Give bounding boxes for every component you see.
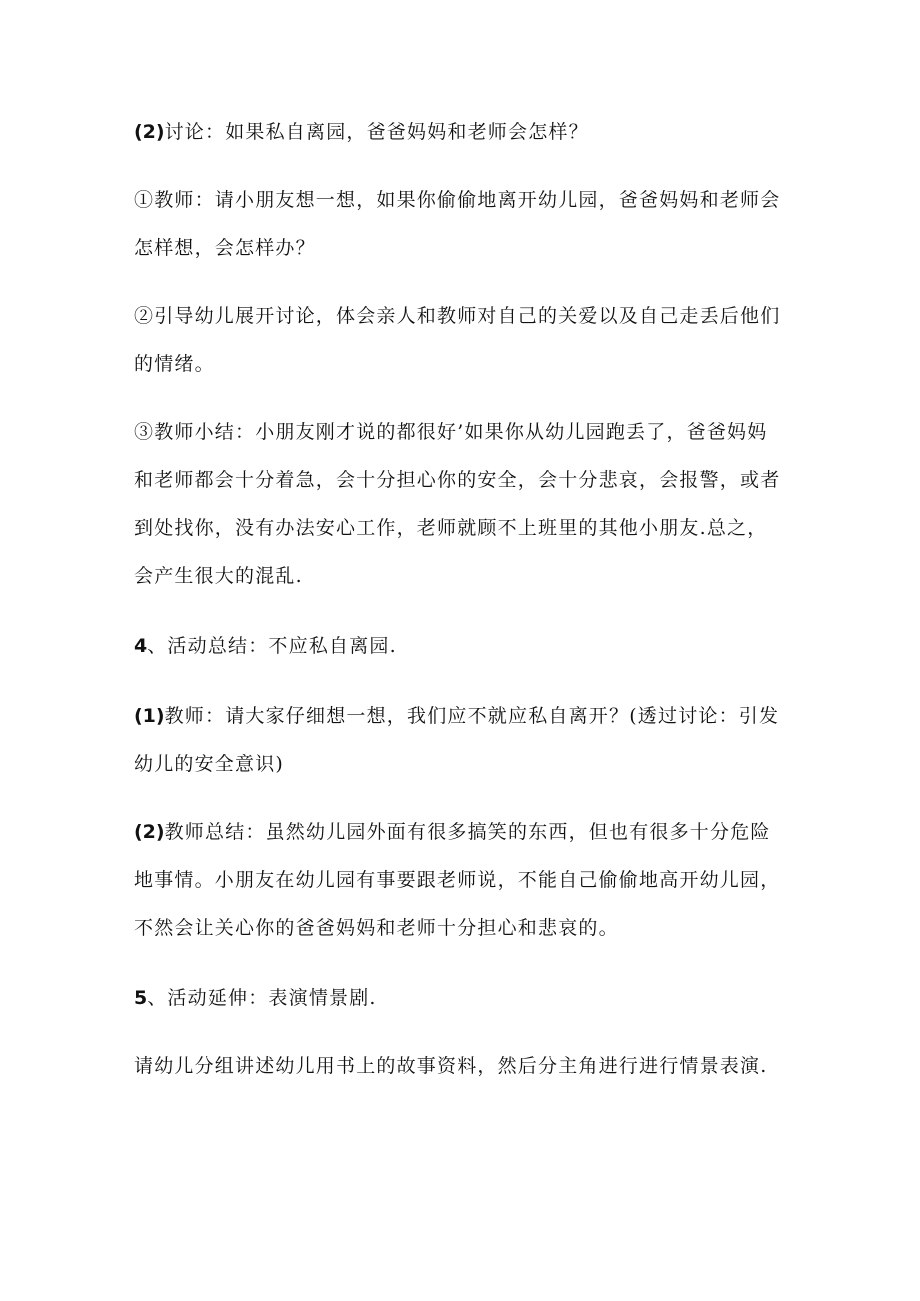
paragraph-text: 教师总结：虽然幼儿园外面有很多搞笑的东西，但也有很多十分危险地事情。小朋友在幼儿园有事要跟老师说，不能自己偷偷地高开幼儿园，不然会让关心你的爸爸妈妈和老师十分担心和悲哀的。: [134, 821, 781, 939]
section-heading-text: 、活动总结：不应私自离园.: [147, 635, 397, 657]
section-heading-5: [134, 974, 786, 1022]
section-number: 4: [134, 635, 148, 657]
item-marker: (1): [134, 705, 165, 727]
paragraph-teacher-summary: [134, 408, 786, 600]
paragraph-extension: [134, 1042, 786, 1090]
item-marker: (2): [134, 821, 165, 843]
paragraph-text: 讨论：如果私自离园，爸爸妈妈和老师会怎样？: [164, 121, 589, 143]
paragraph-guide-discussion: [134, 292, 786, 388]
paragraph-item-2: [134, 808, 786, 952]
paragraph-item-1: [134, 692, 786, 788]
section-heading-text: 、活动延伸：表演情景剧.: [147, 987, 377, 1009]
paragraph-discussion-2: [134, 108, 786, 156]
item-marker: (2): [134, 121, 165, 143]
paragraph-text: ③教师小结：小朋友刚才说的都很好’如果你从幼儿园跑丢了，爸爸妈妈和老师都会十分着急，会十分担心你的安全，会十分悲哀，会报警，或者到处找你，没有办法安心工作，老师就顾不上班里的其他小朋友.总之，会产生很大的混乱.: [134, 421, 781, 587]
paragraph-text: ②引导幼儿展开讨论，体会亲人和教师对自己的关爱以及自己走丢后他们的情绪。: [134, 305, 781, 375]
paragraph-text: ①教师：请小朋友想一想，如果你偷偷地离开幼儿园，爸爸妈妈和老师会怎样想，会怎样办？: [134, 189, 781, 259]
section-number: 5: [134, 987, 148, 1009]
paragraph-text: 请幼儿分组讲述幼儿用书上的故事资料，然后分主角进行进行情景表演.: [134, 1055, 768, 1077]
section-heading-4: [134, 622, 786, 670]
paragraph-text: 教师：请大家仔细想一想，我们应不就应私自离开？(透过讨论：引发幼儿的安全意识): [134, 705, 780, 775]
paragraph-teacher-question: [134, 176, 786, 272]
